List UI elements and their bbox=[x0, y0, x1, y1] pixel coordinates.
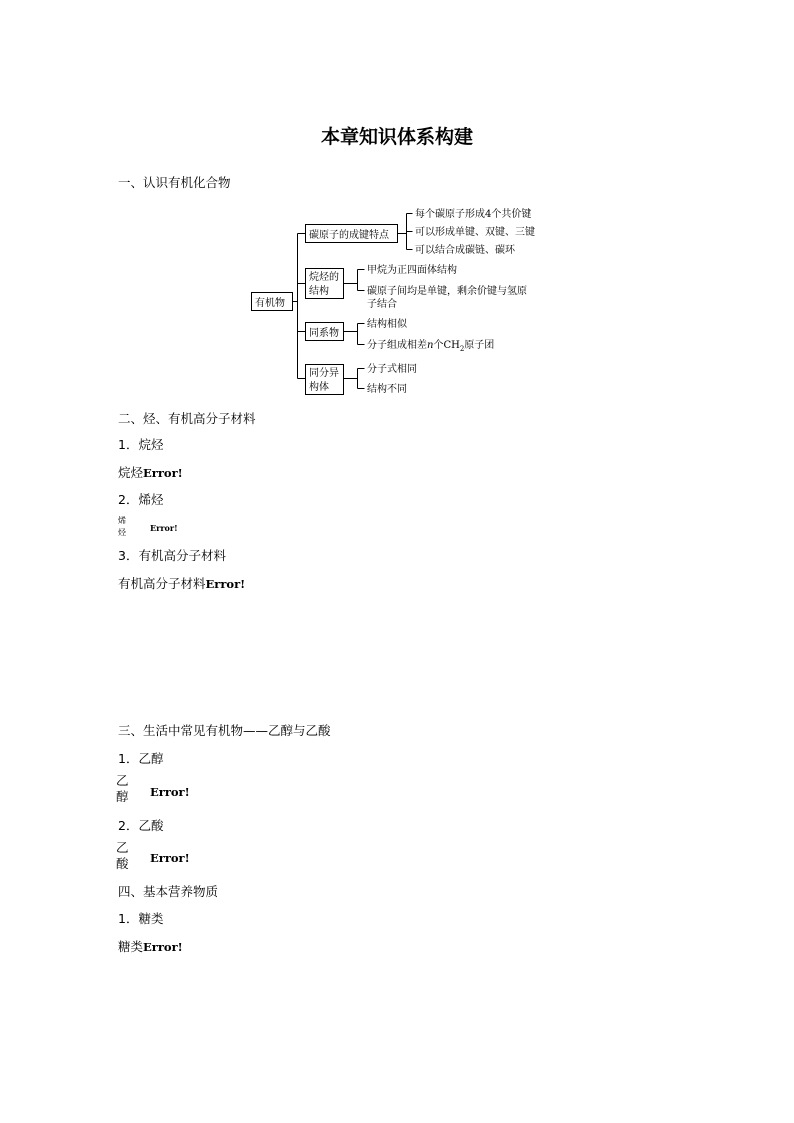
branch-label-2b: 结构 bbox=[309, 286, 329, 297]
ethanol-stack bbox=[116, 773, 132, 805]
acetic-char-2: 酸 bbox=[116, 856, 129, 871]
leaf-4-1: 分子式相同 bbox=[367, 364, 417, 375]
ethanol-char-2: 醇 bbox=[116, 789, 129, 804]
item-heading-ethanol: 1．乙醇 bbox=[118, 751, 164, 766]
acetic-char-1: 乙 bbox=[116, 840, 129, 855]
error-acetic-acid: Error! bbox=[150, 851, 190, 865]
alkene-char-2: 烃 bbox=[118, 528, 126, 537]
item-heading-alkene: 2．烯烃 bbox=[118, 492, 164, 507]
leaf-4-2: 结构不同 bbox=[367, 384, 407, 395]
branch-label-4a: 同分异 bbox=[309, 368, 339, 379]
section-heading-1: 一、认识有机化合物 bbox=[118, 175, 231, 190]
sugars-line bbox=[118, 937, 183, 955]
polymer-line bbox=[118, 574, 245, 592]
leaf-1-1: 每个碳原子形成4个共价键 bbox=[415, 209, 532, 220]
leaf-2-1: 甲烷为正四面体结构 bbox=[367, 265, 457, 276]
leaf-3-2: 分子组成相差n个$CH_2$原子团 bbox=[367, 340, 495, 353]
alkene-char-1: 烯 bbox=[118, 516, 126, 525]
branch-label-1: 碳原子的成键特点 bbox=[309, 230, 389, 241]
error-sugars: Error! bbox=[143, 940, 183, 954]
sugars-label: 糖类 bbox=[118, 939, 144, 954]
alkane-line bbox=[118, 463, 183, 481]
leaf-3-1: 结构相似 bbox=[367, 319, 407, 330]
error-polymer: Error! bbox=[205, 577, 246, 591]
error-alkane: Error! bbox=[143, 466, 183, 480]
alkene-stack bbox=[118, 515, 128, 539]
root-label: 有机物 bbox=[255, 298, 285, 309]
acetic-stack bbox=[116, 840, 132, 872]
ethanol-char-1: 乙 bbox=[116, 773, 129, 788]
error-ethanol: Error! bbox=[150, 785, 190, 799]
branch-label-2a: 烷烃的 bbox=[309, 272, 339, 283]
polymer-label: 有机高分子材料 bbox=[118, 576, 206, 591]
leaf-1-2: 可以形成单键、双键、三键 bbox=[415, 227, 535, 238]
leaf-2-2: 碳原子间均是单键，剩余价键与氢原 bbox=[367, 286, 527, 297]
item-heading-sugars: 1．糖类 bbox=[118, 911, 164, 926]
leaf-2-3: 子结合 bbox=[367, 299, 397, 310]
section-heading-4: 四、基本营养物质 bbox=[118, 884, 219, 899]
branch-label-4b: 构体 bbox=[309, 382, 329, 393]
page-title: 本章知识体系构建 bbox=[320, 126, 473, 148]
item-heading-acetic-acid: 2．乙酸 bbox=[118, 818, 164, 833]
section-heading-3: 三、生活中常见有机物——乙醇与乙酸 bbox=[118, 723, 331, 738]
section-heading-2: 二、烃、有机高分子材料 bbox=[118, 411, 256, 426]
error-alkene: Error! bbox=[150, 523, 178, 533]
leaf-1-3: 可以结合成碳链、碳环 bbox=[415, 245, 515, 256]
branch-label-3: 同系物 bbox=[309, 328, 339, 339]
item-heading-alkane: 1．烷烃 bbox=[118, 437, 164, 452]
alkane-label: 烷烃 bbox=[118, 465, 144, 480]
item-heading-polymer: 3．有机高分子材料 bbox=[118, 548, 226, 563]
